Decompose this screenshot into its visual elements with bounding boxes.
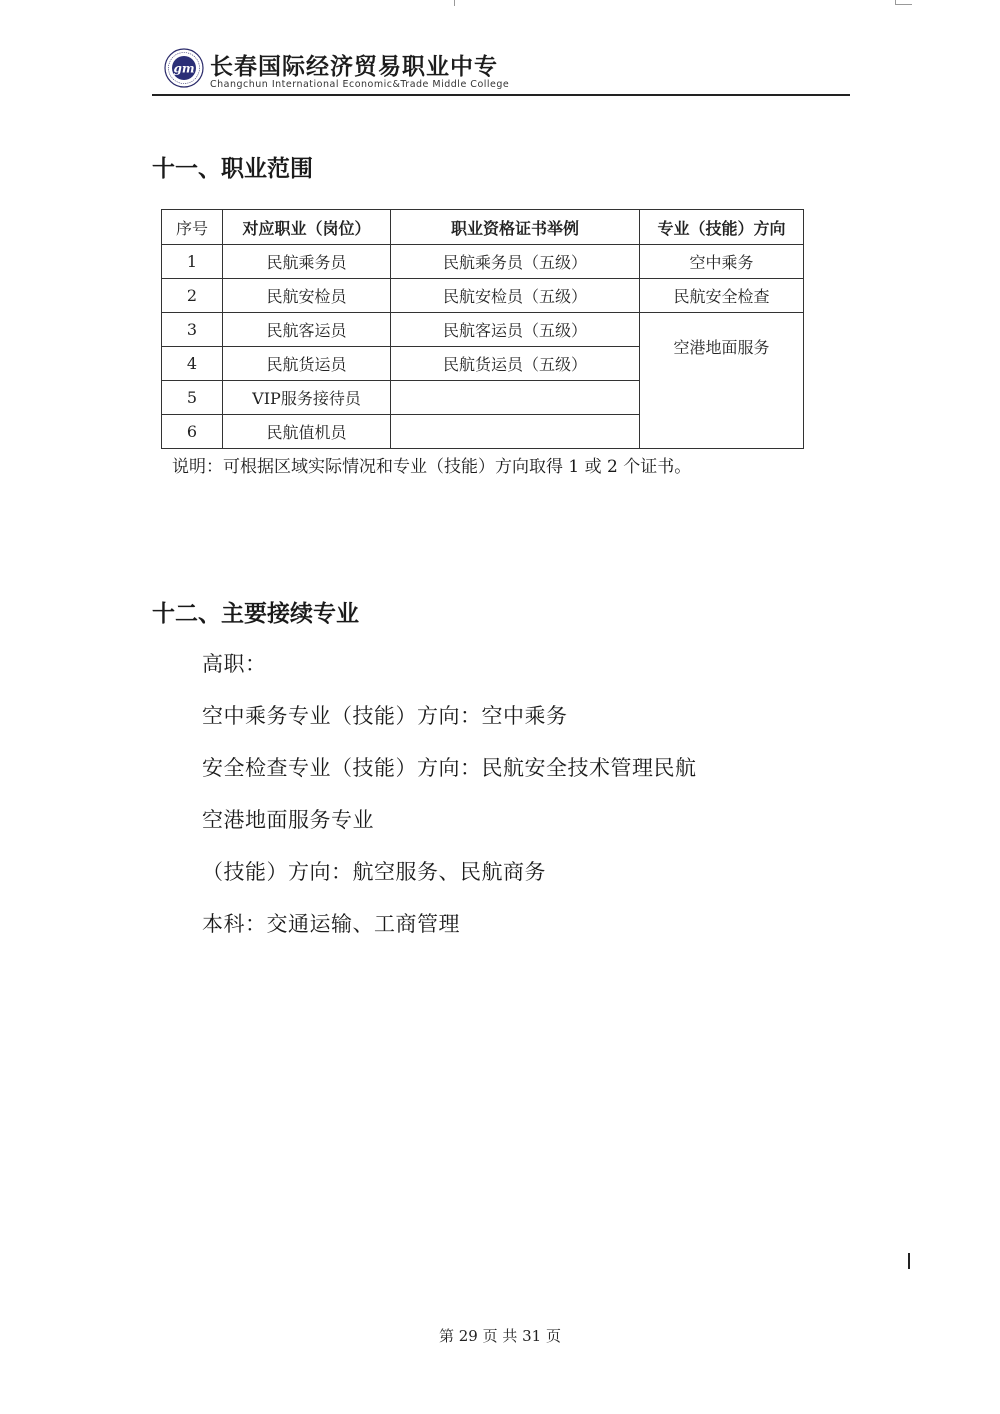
school-name-cn: 长春国际经济贸易职业中专 <box>210 53 498 80</box>
school-name-en: Changchun International Economic&Trade Middle College <box>210 79 510 90</box>
page-header <box>152 40 850 96</box>
cell-job: 民航安检员 <box>223 279 391 313</box>
cell-job: 民航客运员 <box>223 313 391 347</box>
header-direction: 专业（技能）方向 <box>640 210 804 245</box>
body-line: 安全检查专业（技能）方向：民航安全技术管理民航 <box>202 756 697 780</box>
header-no: 序号 <box>162 210 223 245</box>
header-cert: 职业资格证书举例 <box>391 210 640 245</box>
occupation-table <box>161 209 804 449</box>
cell-no: 4 <box>162 347 223 381</box>
cell-cert <box>391 381 640 415</box>
cell-no: 1 <box>162 245 223 279</box>
cell-cert <box>391 415 640 449</box>
table-header-row <box>162 210 804 245</box>
cell-job: 民航货运员 <box>223 347 391 381</box>
page-number: 第 29 页 共 31 页 <box>438 1327 561 1345</box>
cell-job: 民航乘务员 <box>223 245 391 279</box>
cell-job: VIP服务接待员 <box>223 381 391 415</box>
cell-no: 6 <box>162 415 223 449</box>
body-line: 高职： <box>202 652 267 676</box>
cell-direction: 空中乘务 <box>640 245 804 279</box>
body-line: 空中乘务专业（技能）方向：空中乘务 <box>202 704 568 728</box>
cell-no: 5 <box>162 381 223 415</box>
cell-direction: 民航安全检查 <box>640 279 804 313</box>
section-12-title: 十二、主要接续专业 <box>152 601 359 627</box>
body-line: 本科：交通运输、工商管理 <box>202 912 460 936</box>
corner-crop-mark <box>895 0 912 5</box>
cell-cert: 民航客运员（五级） <box>391 313 640 347</box>
body-line: 空港地面服务专业 <box>202 808 374 832</box>
header-job: 对应职业（岗位） <box>223 210 391 245</box>
section-11-title: 十一、职业范围 <box>152 156 313 182</box>
cell-job: 民航值机员 <box>223 415 391 449</box>
table-row <box>162 245 804 279</box>
cell-cert: 民航乘务员（五级） <box>391 245 640 279</box>
margin-mark <box>908 1253 910 1269</box>
top-tick-mark <box>454 0 455 6</box>
logo-text: gm <box>173 61 195 76</box>
cell-no: 3 <box>162 313 223 347</box>
table-row <box>162 279 804 313</box>
table-row <box>162 313 804 347</box>
cell-no: 2 <box>162 279 223 313</box>
cell-direction-merged: 空港地面服务 <box>640 313 804 449</box>
cell-cert: 民航货运员（五级） <box>391 347 640 381</box>
school-logo-icon <box>164 48 204 88</box>
body-line: （技能）方向：航空服务、民航商务 <box>202 860 546 884</box>
cell-cert: 民航安检员（五级） <box>391 279 640 313</box>
table-note: 说明：可根据区域实际情况和专业（技能）方向取得 1 或 2 个证书。 <box>172 457 692 477</box>
